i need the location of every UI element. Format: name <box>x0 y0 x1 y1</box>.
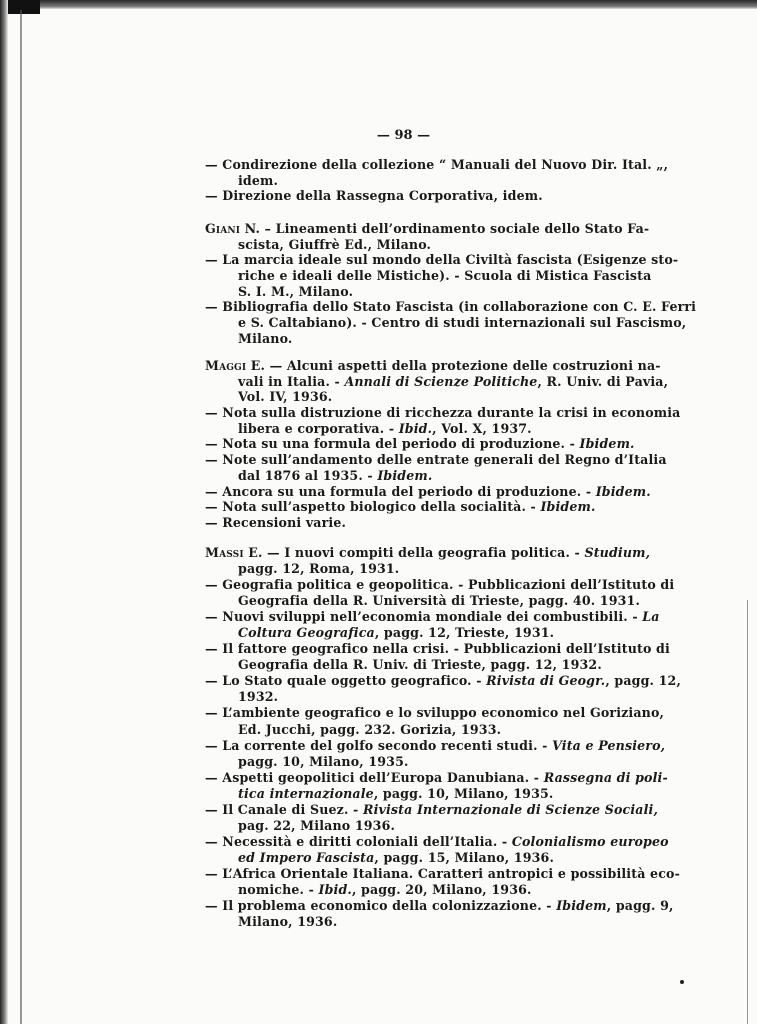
entry-line <box>205 331 639 347</box>
author-name: Giani N. <box>205 221 261 236</box>
bibliography-entry <box>205 188 639 204</box>
publication-title: Rassegna di poli- <box>543 769 668 785</box>
bibliography-entry <box>205 452 667 483</box>
bibliography-entry <box>205 609 660 641</box>
entry-text: — Nota su una formula del periodo di produzione. - <box>205 436 580 452</box>
entry-text: scista, Giuffrè Ed., Milano. <box>238 236 432 252</box>
publication-title: tica internazionale <box>238 785 374 801</box>
bibliography-block-continued <box>205 157 669 204</box>
publication-title: Annali di Scienze Politiche <box>344 373 538 389</box>
entry-text: pag. 22, Milano 1936. <box>238 817 396 833</box>
entry-line <box>205 561 639 577</box>
entry-text: Milano. <box>238 330 293 346</box>
entry-line <box>205 284 639 300</box>
scan-right-edge <box>747 600 748 1024</box>
entry-line <box>205 657 639 673</box>
entry-text: Ed. Jucchi, pagg. 232. Gorizia, 1933. <box>238 721 502 737</box>
bibliography-entry <box>205 769 668 802</box>
entry-text: — La corrente del golfo secondo recenti studi. - <box>205 737 553 753</box>
author-name: Massi E. <box>205 545 263 560</box>
bibliography-entry <box>205 157 669 188</box>
entry-text: nomiche. - <box>238 881 319 897</box>
entry-line <box>205 421 639 437</box>
entry-line <box>205 389 639 405</box>
entry-text: — Nota sulla distruzione di ricchezza durante la crisi in economia <box>205 405 681 421</box>
entry-line <box>205 593 639 609</box>
bibliography-entry <box>205 577 675 609</box>
entry-text: pagg. 10, Milano, 1935. <box>238 753 409 769</box>
bibliography-entry <box>205 358 669 405</box>
bibliography-entry <box>205 515 639 531</box>
entry-text: — Nuovi sviluppi nell’economia mondiale dei combustibili. - <box>205 609 643 625</box>
entry-text: , pagg. 20, Milano, 1936. <box>351 881 532 897</box>
bibliography-entry <box>205 499 639 515</box>
entry-line <box>205 515 639 531</box>
publication-title: Vita e Pensiero, <box>552 737 666 753</box>
bibliography-entry <box>205 299 697 346</box>
entry-line <box>205 722 639 738</box>
entry-text: — Geografia politica e geopolitica. - Pubblicazioni dell’Istituto di <box>205 577 675 593</box>
entry-text: — L’Africa Orientale Italiana. Caratteri antropici e possibilità eco- <box>205 865 680 881</box>
entry-text: — Alcuni aspetti della protezione delle costruzioni na- <box>265 358 661 373</box>
entry-text: — Condirezione della collezione “ Manuali del Nuovo Dir. Ital. „, <box>205 157 669 172</box>
bibliography-entry <box>205 252 679 299</box>
entry-text: vali in Italia. - <box>238 373 345 389</box>
entry-text: — La marcia ideale sul mondo della Civiltà fascista (Esigenze sto- <box>205 252 679 268</box>
bibliography-entry <box>205 673 681 705</box>
publication-title: Ibidem. <box>377 467 433 483</box>
author-name: Maggi E. <box>205 358 266 373</box>
entry-line <box>205 833 669 850</box>
entry-text: Geografia della R. Univ. di Trieste, pagg. 12, 1932. <box>238 657 602 673</box>
entry-line <box>205 405 681 421</box>
entry-text: e S. Caltabiano). - Centro di studi internazionali sul Fascismo, <box>238 315 687 331</box>
publication-title: Coltura Geografica <box>238 625 375 641</box>
entry-line <box>205 483 651 500</box>
bibliography-entry <box>205 641 670 673</box>
bibliography-entry <box>205 221 650 252</box>
entry-line <box>205 545 651 561</box>
entry-line <box>205 818 639 834</box>
entry-text: riche e ideali delle Mistiche). - Scuola di Mistica Fascista <box>238 268 652 284</box>
bibliography-block-maggi <box>205 358 681 531</box>
entry-text: , pagg. 12, Trieste, 1931. <box>374 625 555 641</box>
entry-line <box>205 641 670 657</box>
entry-line <box>205 452 667 468</box>
bibliography-entry <box>205 483 651 500</box>
bibliography-block-massi <box>205 545 681 930</box>
entry-text: S. I. M., Milano. <box>238 283 354 299</box>
entry-line <box>205 468 639 484</box>
entry-text: — I nuovi compiti della geografia politica. - <box>262 545 585 560</box>
entry-text: — Recensioni varie. <box>205 514 347 530</box>
entry-text: — Il Canale di Suez. - <box>205 801 363 817</box>
entry-text: dal 1876 al 1935. - <box>238 467 378 483</box>
entry-text: Vol. IV, 1936. <box>238 389 333 405</box>
publication-title: Colonialismo europeo <box>511 833 669 849</box>
entry-line <box>205 786 639 802</box>
entry-text: — L’ambiente geografico e lo sviluppo economico nel Goriziano, <box>205 705 665 721</box>
bibliography-entry <box>205 801 659 834</box>
entry-text: idem. <box>238 172 279 188</box>
publication-title: Ibidem <box>556 898 607 914</box>
bibliography-entry <box>205 545 651 577</box>
entry-text: — Il problema economico della colonizzazione. - <box>205 898 557 914</box>
entry-line <box>205 221 650 237</box>
entry-text: , pagg. 9, <box>606 898 674 914</box>
entry-text: Geografia della R. Università di Trieste, pagg. 40. 1931. <box>238 593 640 609</box>
publication-title: Ibid. <box>398 420 433 436</box>
entry-line <box>205 577 675 593</box>
entry-line <box>205 373 669 390</box>
bibliography-entry <box>205 898 674 930</box>
entry-text: , R. Univ. di Pavia, <box>537 373 669 389</box>
entry-text: , pagg. 15, Milano, 1936. <box>374 849 554 865</box>
bibliography-entry <box>205 705 665 737</box>
scan-top-edge <box>0 0 757 9</box>
entry-text: , pagg. 10, Milano, 1935. <box>373 785 554 801</box>
entry-line <box>205 898 674 914</box>
publication-title: Ibidem. <box>540 499 596 515</box>
bibliography-entry <box>205 865 680 898</box>
entry-line <box>205 865 680 882</box>
bibliography-entry <box>205 405 681 436</box>
ink-speck <box>680 980 684 984</box>
publication-title: La <box>642 609 660 625</box>
entry-line <box>205 499 639 515</box>
entry-line <box>205 769 668 786</box>
entry-line <box>205 237 639 253</box>
publication-title: Studium, <box>584 545 651 560</box>
entry-text: — Ancora su una formula del periodo di produzione. - <box>205 483 596 499</box>
entry-text: libera e corporativa. - <box>238 420 399 436</box>
entry-text: — Il fattore geografico nella crisi. - Pubblicazioni dell’Istituto di <box>205 641 670 657</box>
scan-binding-line <box>20 10 22 1024</box>
entry-text: — Direzione della Rassegna Corporativa, idem. <box>205 188 543 204</box>
entry-line <box>205 299 697 315</box>
publication-title: Ibidem. <box>579 436 635 452</box>
entry-line <box>205 157 669 173</box>
bibliography-entry <box>205 737 666 770</box>
entry-line <box>205 268 652 284</box>
publication-title: Rivista di Geogr. <box>486 673 606 689</box>
entry-line <box>205 737 666 754</box>
entry-line <box>205 689 639 705</box>
entry-text: – Lineamenti dell’ordinamento sociale dello Stato Fa- <box>260 221 650 236</box>
entry-line <box>205 436 639 452</box>
publication-title: ed Impero Fascista <box>238 849 375 865</box>
entry-text: Milano, 1936. <box>238 914 338 930</box>
entry-line <box>205 801 659 818</box>
page-number: — 98 — <box>376 128 431 143</box>
entry-text: pagg. 12, Roma, 1931. <box>238 561 400 577</box>
bibliography-entry <box>205 833 669 866</box>
entry-line <box>205 625 639 641</box>
entry-line <box>205 673 681 689</box>
entry-line <box>205 188 639 204</box>
entry-text: , Vol. X, 1937. <box>432 420 532 436</box>
entry-text: — Note sull’andamento delle entrate generali del Regno d’Italia <box>205 452 667 468</box>
entry-text: — Lo Stato quale oggetto geografico. - <box>205 673 487 689</box>
scan-left-edge <box>0 0 8 1024</box>
entry-line <box>205 705 665 721</box>
entry-line <box>205 252 679 268</box>
entry-text: — Nota sull’aspetto biologico della socialità. - <box>205 499 541 515</box>
entry-text: — Necessità e diritti coloniali dell’Italia. - <box>205 833 512 849</box>
entry-text: — Bibliografia dello Stato Fascista (in collaborazione con C. E. Ferri <box>205 299 697 315</box>
entry-line <box>205 315 687 331</box>
entry-line <box>205 609 660 625</box>
entry-line <box>205 173 639 189</box>
entry-line <box>205 882 639 898</box>
entry-line <box>205 914 639 930</box>
bibliography-entry <box>205 436 639 452</box>
entry-line <box>205 850 639 866</box>
entry-text: 1932. <box>238 689 279 705</box>
entry-text: — Aspetti geopolitici dell’Europa Danubiana. - <box>205 769 544 785</box>
publication-title: Ibidem. <box>595 483 651 499</box>
bibliography-block-giani <box>205 221 697 347</box>
publication-title: Rivista Internazionale di Scienze Sociali, <box>362 801 659 817</box>
publication-title: Ibid. <box>318 881 352 897</box>
entry-line <box>205 358 661 374</box>
entry-line <box>205 754 639 770</box>
entry-text: , pagg. 12, <box>605 673 681 689</box>
